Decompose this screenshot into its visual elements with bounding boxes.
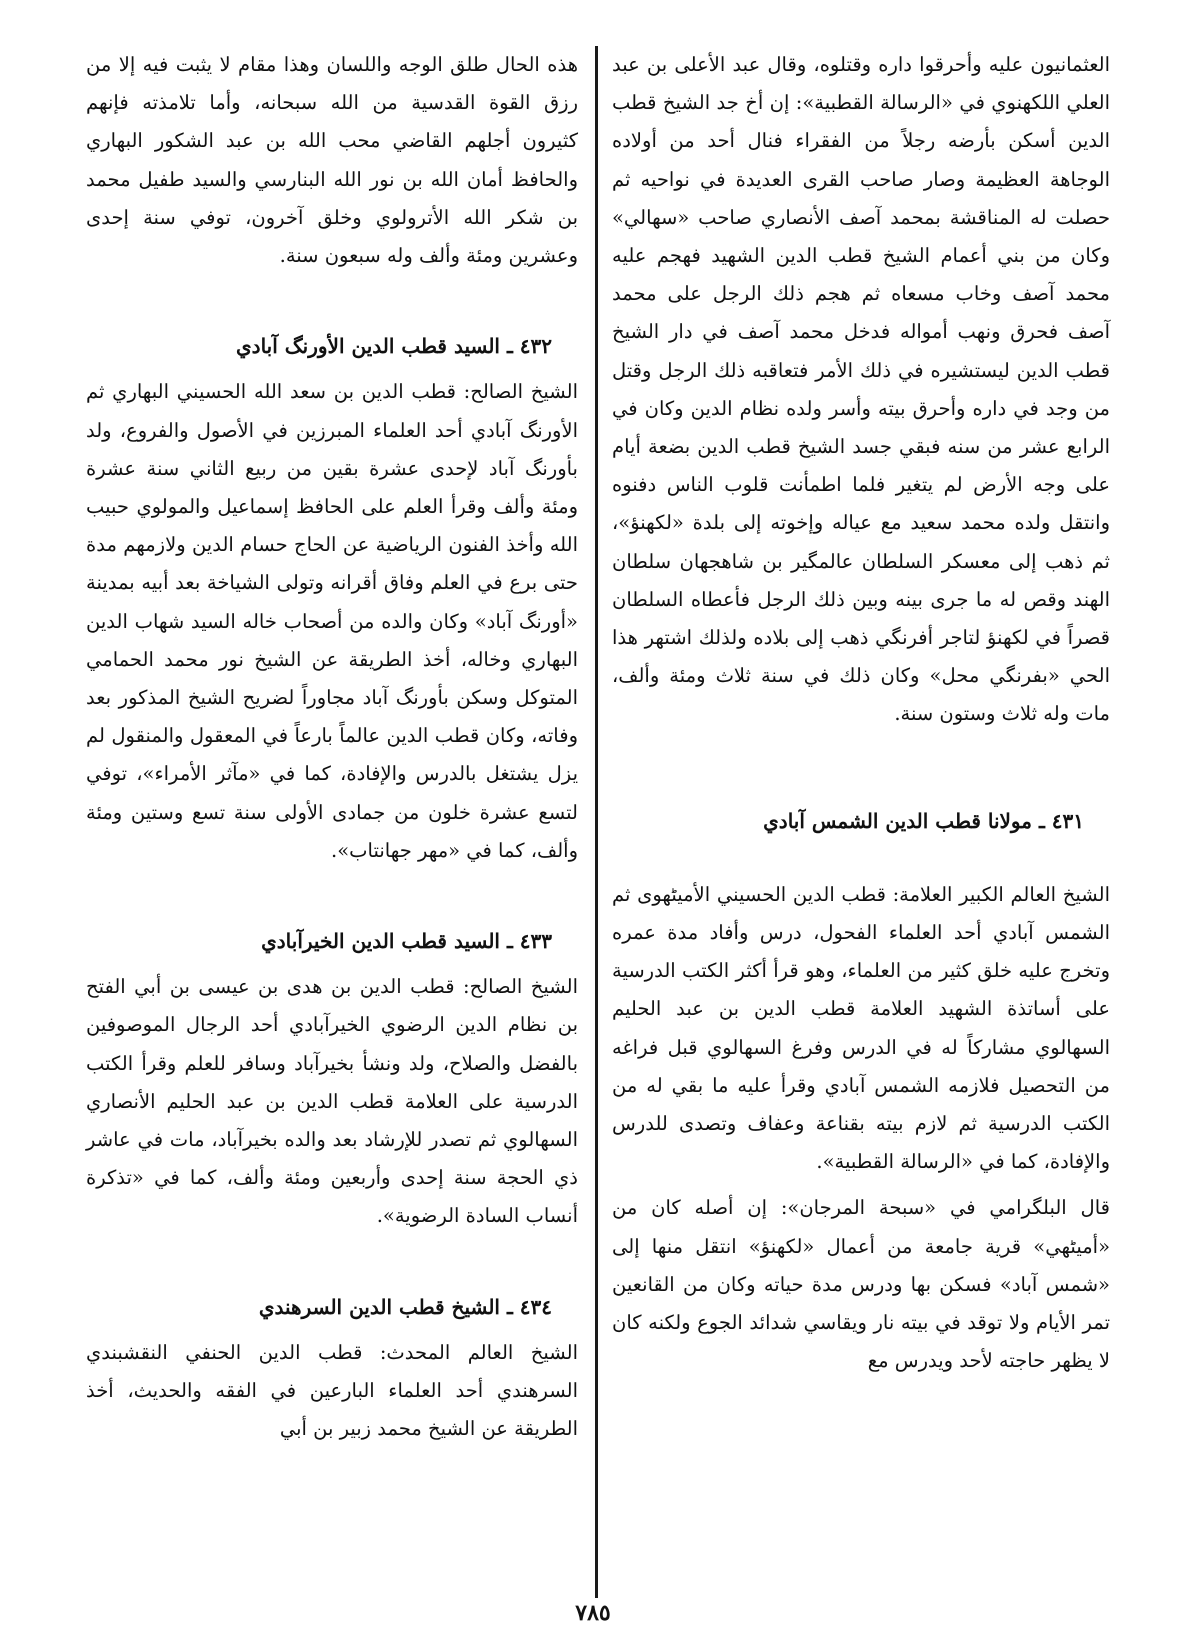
entry-heading: ٤٣٤ ـ الشيخ قطب الدين السرهندي — [258, 1294, 552, 1319]
paragraph: الشيخ العالم الكبير العلامة: قطب الدين الحسيني الأميٹهوى ثم الشمس آبادي أحد العلماء الفحول، درس وأفاد مدة عمره وتخرج عليه خلق كثير من العلماء، وهو قرأ أكثر الكتب الدرسية على أساتذة الشهيد العلامة قطب الدين بن عبد الحليم السهالوي مشاركاً له في الدرس وفرغ السهالوي قبل فراغه من التحصيل فلازمه الشمس آبادي وقرأ عليه ما بقي له من الكتب الدرسية ثم لازم بيته بقناعة وعفاف وتصدى للدرس والإفادة، كما في «الرسالة القطبية». — [612, 882, 1110, 1174]
entry-heading: ٤٣٣ ـ السيد قطب الدين الخيرآبادي — [261, 929, 552, 954]
paragraph: الشيخ الصالح: قطب الدين بن سعد الله الحسيني البهاري ثم الأورنگ آبادي أحد العلماء المبرزين في الأصول والفروع، ولد بأورنگ آباد لإحدى عشرة بقين من ربيع الثاني سنة عشرة ومئة وألف وقرأ العلم على الحافظ إسماعيل والمولوي حبيب الله وأخذ الفنون الرياضية عن الحاج حسام الدين ولازمهم مدة حتى برع في العلم وفاق أقرانه وتولى الشياخة بعد أبيه بمدينة «أورنگ آباد» وكان والده من أصحاب خاله السيد شهاب الدين البهاري وخاله، أخذ الطريقة عن الشيخ نور محمد الحمامي المتوكل وسكن بأورنگ آباد مجاوراً لضريح الشيخ المذكور بعد وفاته، وكان قطب الدين عالماً بارعاً في المعقول والمنقول لم يزل يشتغل بالدرس والإفادة، كما في «مآثر الأمراء»، توفي لتسع عشرة خلون من جمادى الأولى سنة تسع وستين ومئة وألف، كما في «مهر جهانتاب». — [86, 380, 578, 862]
right-column — [612, 46, 1110, 1381]
entry-heading: ٤٣٢ ـ السيد قطب الدين الأورنگ آبادي — [236, 334, 552, 359]
paragraph: العثمانيون عليه وأحرقوا داره وقتلوه، وقال عبد الأعلى بن عبد العلي اللكهنوي في «الرسالة القطبية»: إن أخ جد الشيخ قطب الدين أسكن بأرضه رجلاً من الفقراء فنال أحد من أولاده الوجاهة العظيمة وصار صاحب القرى العديدة في نواحيه ثم حصلت له المناقشة بمحمد آصف الأنصاري صاحب «سهالي» وكان من بني أعمام الشيخ قطب الدين الشهيد فهجم عليه محمد آصف وخاب مسعاه ثم هجم ذلك الرجل على محمد آصف فحرق ونهب أمواله فدخل محمد آصف في دار الشيخ قطب الدين ليستشيره في ذلك الأمر فتعاقبه ذلك الرجل وقتل من وجد في داره وأحرق بيته وأسر ولده نظام الدين وكان في الرابع عشر من سنه فبقي جسد الشيخ قطب الدين بضعة أيام على وجه الأرض لم يتغير فلما اطمأنت قلوب الناس دفنوه وانتقل ولده محمد سعيد مع عياله وإخوته إلى بلدة «لكهنؤ»، ثم ذهب إلى معسكر السلطان عالمگير بن شاهجهان سلطان الهند وقص له ما جرى بينه وبين ذلك الرجل فأعطاه السلطان قصراً في لكهنؤ لتاجر أفرنگي ذهب إلى بلاده ولذلك اشتهر هذا الحي «بفرنگي محل» وكان ذلك في سنة ثلاث ومئة وألف، مات وله ثلاث وستون سنة. — [612, 53, 1110, 726]
paragraph: الشيخ الصالح: قطب الدين بن هدى بن عيسى بن أبي الفتح بن نظام الدين الرضوي الخيرآبادي أحد الرجال الموصوفين بالفضل والصلاح، ولد ونشأ بخيرآباد وسافر للعلم وقرأ الكتب الدرسية على العلامة قطب الدين بن عبد الحليم الأنصاري السهالوي ثم تصدر للإرشاد بعد والده بخيرآباد، مات في عاشر ذي الحجة سنة إحدى وأربعين ومئة وألف، كما في «تذكرة أنساب السادة الرضوية». — [86, 975, 578, 1228]
paragraph: قال البلگرامي في «سبحة المرجان»: إن أصله كان من «أميٹهي» قرية جامعة من أعمال «لكهنؤ» انتقل منها إلى «شمس آباد» فسكن بها ودرس مدة حياته وكان من القانعين تمر الأيام ولا توقد في بيته نار ويقاسي شدائد الجوع ولكنه كان لا يظهر حاجته لأحد ويدرس مع — [612, 1196, 1110, 1373]
paragraph: الشيخ العالم المحدث: قطب الدين الحنفي النقشبندي السرهندي أحد العلماء البارعين في الفقه والحديث، أخذ الطريقة عن الشيخ محمد زبير بن أبي — [86, 1340, 578, 1441]
entry-heading: ٤٣١ ـ مولانا قطب الدين الشمس آبادي — [763, 808, 1084, 833]
left-column — [86, 46, 578, 1449]
page-number: ٧٨٥ — [575, 1600, 611, 1626]
column-divider — [595, 46, 598, 1598]
paragraph: هذه الحال طلق الوجه واللسان وهذا مقام لا يثبت فيه إلا من رزق القوة القدسية من الله سبحانه، وأما تلامذته فإنهم كثيرون أجلهم القاضي محب الله بن عبد الشكور البهاري والحافظ أمان الله بن نور الله البنارسي والسيد طفيل محمد بن شكر الله الأترولوي وخلق آخرون، توفي سنة إحدى وعشرين ومئة وألف وله سبعون سنة. — [86, 53, 578, 268]
